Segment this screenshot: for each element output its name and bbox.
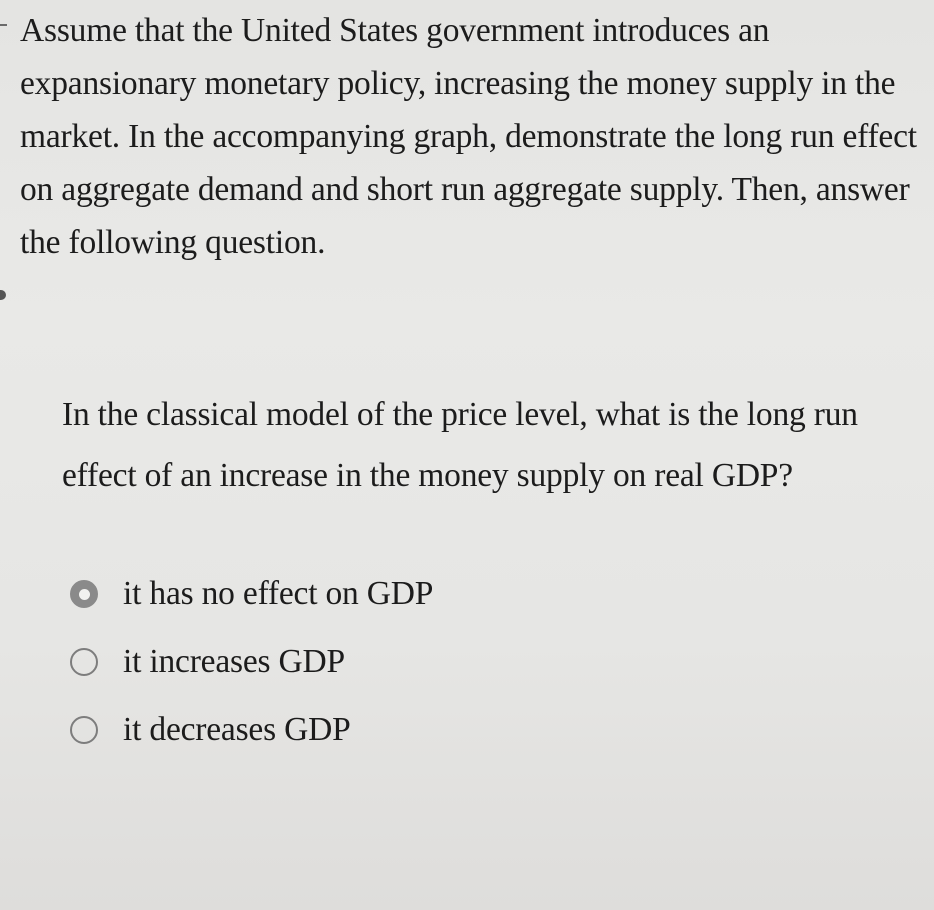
radio-button[interactable] [70,716,98,744]
left-edge-mark [0,290,6,300]
answer-option-increases[interactable] [70,628,770,696]
answer-option-no-effect[interactable] [70,560,770,628]
question-prompt: In the classical model of the price level, what is the long run effect of an increase in the money supply on real GDP? [62,396,858,494]
answer-options [70,560,770,764]
left-edge-mark [0,24,7,26]
answer-option-label: it has no effect on GDP [123,575,434,612]
answer-option-label: it increases GDP [123,643,345,680]
answer-option-label: it decreases GDP [123,711,351,748]
radio-button[interactable] [70,648,98,676]
answer-option-decreases[interactable] [70,696,770,764]
radio-button-selected[interactable] [70,580,98,608]
intro-paragraph: Assume that the United States government introduces an expansionary monetary policy, increasing the money supply in the market. In the accompanying graph, demonstrate the long run effect on aggregate demand and short run aggregate supply. Then, answer the following question. [20,12,917,261]
